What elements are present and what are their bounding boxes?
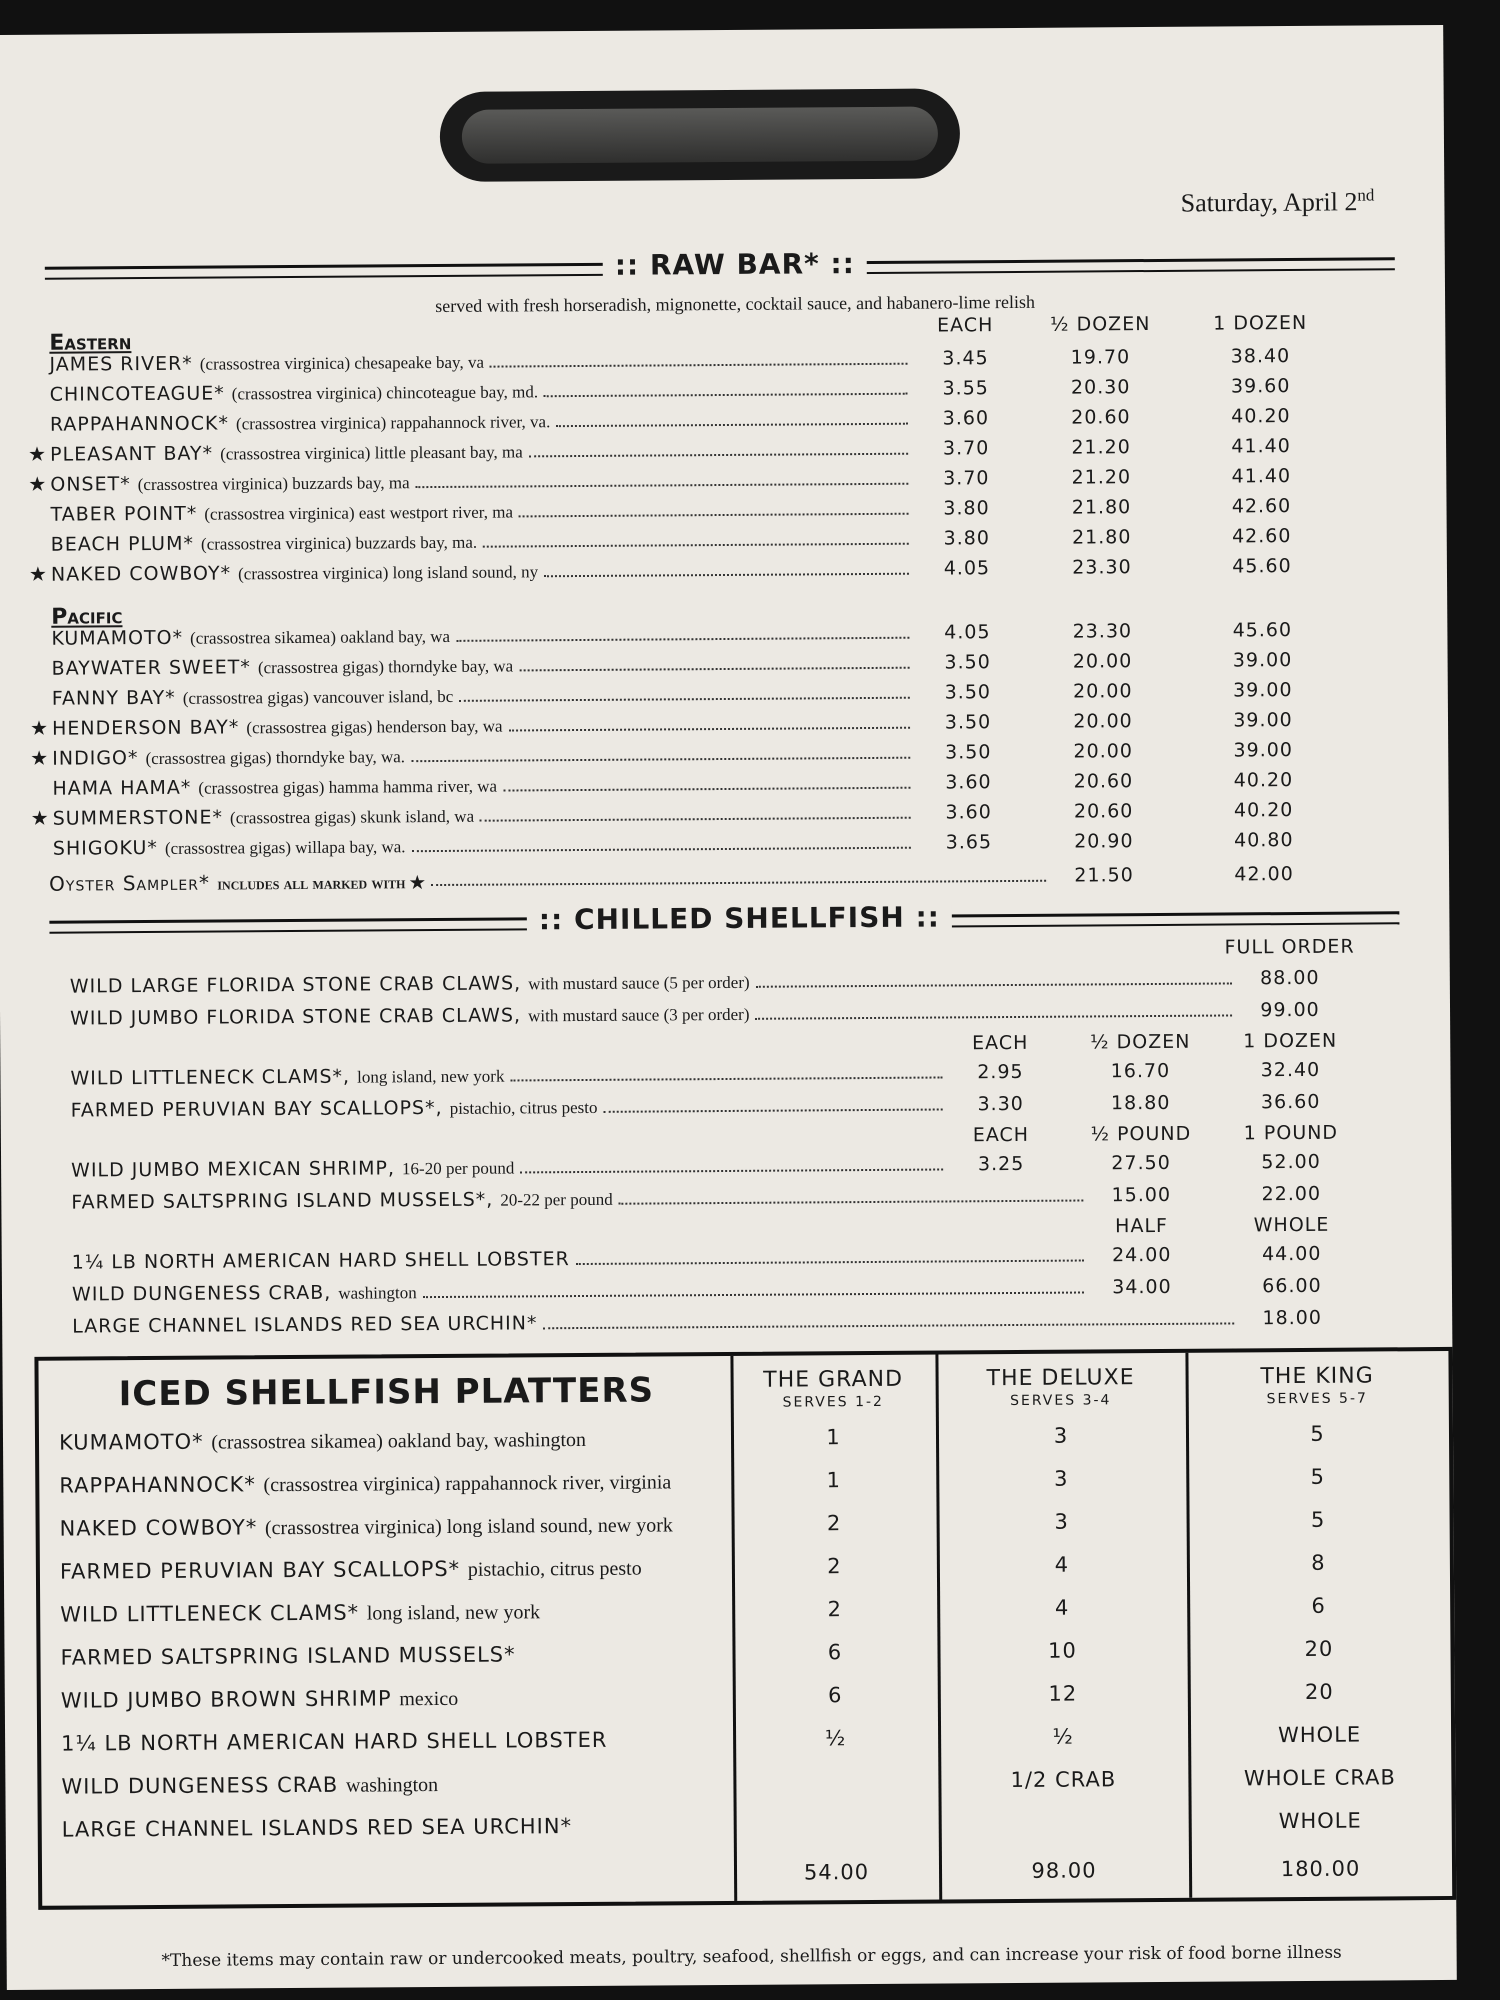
- dotted-leader: [520, 1168, 943, 1173]
- item-price: 4.05: [944, 621, 991, 644]
- column-header: HALF: [1115, 1214, 1169, 1238]
- item-name: [72, 1281, 417, 1305]
- platter-row: [61, 1686, 459, 1714]
- raw-bar-title-text: :: RAW BAR* ::: [603, 247, 867, 282]
- item-price: 20.00: [1072, 650, 1133, 673]
- item-name: [51, 625, 450, 650]
- dotted-leader: [411, 757, 910, 762]
- item-title: FARMED PERUVIAN BAY SCALLOPS*,: [70, 1096, 443, 1122]
- item-description: includes all marked with ★: [217, 873, 425, 894]
- item-name: [50, 500, 513, 525]
- dotted-leader: [755, 1014, 1232, 1019]
- item-title: WILD LARGE FLORIDA STONE CRAB CLAWS,: [69, 972, 522, 998]
- star-icon: ★: [28, 561, 47, 586]
- item-name: [52, 654, 514, 679]
- item-description: pistachio, citrus pesto: [449, 1097, 598, 1118]
- dotted-leader: [520, 667, 910, 672]
- item-title: KUMAMOTO*: [51, 626, 184, 650]
- item-price: 38.40: [1230, 345, 1291, 368]
- item-price: 21.50: [1074, 864, 1134, 887]
- platter-item-name: WILD DUNGENESS CRAB: [61, 1772, 339, 1799]
- dotted-leader: [576, 1260, 1084, 1266]
- item-title: RAPPAHANNOCK*: [49, 412, 230, 436]
- dotted-leader: [412, 847, 911, 852]
- item-description: (crassostrea gigas) willapa bay, wa.: [164, 837, 406, 858]
- dotted-leader: [509, 727, 910, 732]
- item-name: [52, 745, 405, 769]
- column-header: EACH: [972, 1123, 1030, 1147]
- item-price: 44.00: [1261, 1242, 1322, 1266]
- platter-quantity: 5: [1310, 1464, 1326, 1489]
- platter-quantity: 1: [826, 1468, 842, 1493]
- dotted-leader: [529, 453, 908, 458]
- item-title: NAKED COWBOY*: [50, 562, 232, 586]
- platter-quantity: 8: [1311, 1550, 1326, 1575]
- column-header: ½ POUND: [1090, 1122, 1192, 1146]
- platter-serves: SERVES 5-7: [1266, 1390, 1368, 1408]
- platter-item-name: LARGE CHANNEL ISLANDS RED SEA URCHIN*: [61, 1814, 573, 1842]
- item-description: 20-22 per pound: [500, 1189, 613, 1210]
- platter-quantity: 3: [1054, 1509, 1069, 1534]
- platter-quantity: WHOLE: [1277, 1722, 1362, 1748]
- item-price: 41.40: [1231, 465, 1292, 488]
- item-description: washington: [338, 1283, 417, 1303]
- platter-item-description: mexico: [399, 1687, 459, 1711]
- platter-row: [59, 1427, 586, 1456]
- dotted-leader: [556, 423, 908, 427]
- column-header: ½ DOZEN: [1050, 313, 1151, 336]
- item-price: 20.60: [1073, 770, 1134, 793]
- platter-quantity: 1/2 CRAB: [1010, 1767, 1117, 1793]
- dotted-leader: [604, 1108, 943, 1112]
- item-price: 32.40: [1260, 1058, 1321, 1082]
- platter-item-name: KUMAMOTO*: [58, 1429, 204, 1455]
- item-title: BAYWATER SWEET*: [51, 656, 251, 680]
- item-price: 42.60: [1231, 495, 1292, 518]
- item-title: PLEASANT BAY*: [50, 442, 214, 466]
- item-title: WILD LITTLENECK CLAMS*,: [70, 1065, 351, 1090]
- item-price: 3.60: [945, 771, 992, 794]
- platter-quantity: WHOLE CRAB: [1243, 1765, 1396, 1791]
- item-name: [71, 1188, 612, 1214]
- column-header: ½ DOZEN: [1090, 1030, 1191, 1054]
- clipboard-clip: [440, 88, 961, 182]
- item-price: 36.60: [1260, 1090, 1321, 1114]
- item-price: 45.60: [1232, 555, 1292, 578]
- star-icon: ★: [30, 745, 49, 770]
- item-price: 42.60: [1231, 525, 1292, 548]
- platter-header: [731, 1367, 936, 1411]
- platter-row: [60, 1512, 673, 1541]
- item-price: 20.90: [1074, 830, 1134, 853]
- platter-quantity: 10: [1048, 1638, 1077, 1663]
- platter-header: [1186, 1363, 1449, 1408]
- dotted-leader: [544, 393, 908, 398]
- item-name: [51, 531, 478, 556]
- item-price: 3.55: [942, 377, 989, 400]
- dotted-leader: [544, 573, 909, 578]
- platter-quantity: 2: [827, 1554, 842, 1579]
- item-price: 39.60: [1230, 375, 1291, 398]
- platter-item-description: (crassostrea virginica) rappahannock river, virginia: [263, 1471, 672, 1497]
- item-price: 3.30: [977, 1092, 1024, 1116]
- item-name: [53, 805, 475, 830]
- item-name: [49, 351, 484, 376]
- platter-quantity: 20: [1304, 1679, 1334, 1704]
- platter-quantity: 5: [1310, 1421, 1325, 1446]
- item-title: SUMMERSTONE*: [52, 806, 224, 830]
- item-price: 22.00: [1261, 1182, 1322, 1206]
- item-price: 3.80: [943, 527, 990, 550]
- platter-quantity: ½: [1052, 1724, 1074, 1749]
- platter-item-name: 1¼ LB NORTH AMERICAN HARD SHELL LOBSTER: [61, 1727, 608, 1756]
- item-price: 39.00: [1232, 649, 1293, 672]
- item-name: [70, 1065, 504, 1090]
- item-description: (crassostrea virginica) chincoteague bay, md.: [231, 382, 539, 404]
- star-icon: ★: [30, 805, 49, 830]
- item-price: 88.00: [1260, 966, 1320, 990]
- platter-row: [61, 1772, 438, 1800]
- platters-title: ICED SHELLFISH PLATTERS: [118, 1370, 655, 1415]
- group-name: Eastern: [49, 330, 132, 356]
- item-price: 4.05: [943, 557, 991, 580]
- dotted-leader: [490, 363, 908, 368]
- dotted-leader: [503, 787, 910, 792]
- platter-row: [61, 1728, 607, 1756]
- platter-quantity: 12: [1048, 1681, 1078, 1706]
- item-name: [70, 971, 750, 998]
- item-description: 16-20 per pound: [401, 1158, 515, 1179]
- item-name: [70, 1003, 750, 1030]
- menu-paper: [0, 25, 1457, 1990]
- item-title: WILD DUNGENESS CRAB,: [71, 1281, 332, 1306]
- item-price: 20.00: [1073, 680, 1133, 703]
- platter-row: [60, 1599, 540, 1627]
- item-price: 15.00: [1111, 1183, 1172, 1207]
- platter-quantity: 5: [1310, 1507, 1326, 1532]
- item-description: (crassostrea virginica) long island sound, ny: [238, 562, 539, 584]
- platter-item-description: long island, new york: [366, 1601, 541, 1625]
- platter-item-name: FARMED PERUVIAN BAY SCALLOPS*: [59, 1556, 461, 1584]
- item-description: (crassostrea virginica) buzzards bay, ma.: [200, 532, 478, 554]
- platter-row: [62, 1814, 572, 1842]
- item-description: with mustard sauce (3 per order): [528, 1004, 750, 1026]
- dotted-leader: [423, 1292, 1084, 1299]
- allergy-footnote: *These items may contain raw or undercooked meats, poultry, seafood, shellfish or eggs, and can increase your risk of food borne illness: [161, 1942, 1342, 1971]
- platter-quantity: 3: [1054, 1466, 1069, 1491]
- item-description: (crassostrea virginica) east westport river, ma: [204, 502, 514, 524]
- dotted-leader: [510, 1076, 942, 1081]
- item-price: 99.00: [1260, 998, 1320, 1022]
- oyster-sampler-row: [39, 859, 1439, 899]
- item-price: 52.00: [1261, 1150, 1321, 1174]
- dotted-leader: [431, 880, 1046, 886]
- platter-name: THE GRAND: [763, 1366, 904, 1393]
- item-price: 24.00: [1111, 1243, 1172, 1267]
- star-icon: ★: [29, 715, 49, 740]
- platter-serves: SERVES 1-2: [782, 1393, 884, 1411]
- platter-header: [936, 1365, 1186, 1410]
- item-description: (crassostrea gigas) hamma hamma river, wa: [198, 776, 498, 798]
- item-price: 16.70: [1110, 1059, 1171, 1083]
- item-title: SHIGOKU*: [52, 836, 158, 860]
- dotted-leader: [543, 1322, 1234, 1329]
- item-title: INDIGO*: [52, 747, 139, 770]
- column-header: 1 DOZEN: [1213, 311, 1308, 335]
- item-description: (crassostrea gigas) skunk island, wa: [229, 806, 475, 828]
- platter-item-name: WILD LITTLENECK CLAMS*: [60, 1600, 360, 1627]
- item-price: 18.80: [1110, 1091, 1171, 1115]
- item-price: 34.00: [1112, 1275, 1172, 1299]
- item-name: [72, 1248, 570, 1273]
- item-description: (crassostrea gigas) thorndyke bay, wa.: [145, 747, 406, 769]
- dotted-leader: [483, 543, 909, 548]
- item-price: 20.60: [1071, 406, 1131, 429]
- chilled-shellfish-title-text: :: CHILLED SHELLFISH ::: [527, 900, 952, 936]
- full-order-header: FULL ORDER: [1224, 935, 1355, 959]
- item-title: WILD JUMBO MEXICAN SHRIMP,: [71, 1157, 396, 1182]
- item-title: 1¼ LB NORTH AMERICAN HARD SHELL LOBSTER: [71, 1248, 570, 1274]
- item-name: [51, 560, 538, 585]
- platter-quantity: 2: [826, 1511, 842, 1536]
- platter-item-description: pistachio, citrus pesto: [467, 1557, 642, 1581]
- platter-name: THE KING: [1260, 1363, 1374, 1390]
- platter-quantity: 4: [1054, 1552, 1070, 1577]
- platter-quantity: 4: [1054, 1595, 1070, 1620]
- item-title: JAMES RIVER*: [49, 352, 193, 376]
- item-description: (crassostrea virginica) rappahannock river, va.: [235, 412, 551, 434]
- item-price: 41.40: [1231, 435, 1291, 458]
- item-price: 21.20: [1071, 436, 1131, 459]
- raw-bar-title: [35, 243, 1435, 289]
- item-price: 20.60: [1073, 800, 1134, 823]
- item-price: 40.20: [1233, 769, 1294, 792]
- item-price: 3.50: [944, 681, 992, 704]
- item-description: (crassostrea gigas) thorndyke bay, wa: [257, 656, 514, 678]
- item-description: long island, new york: [357, 1066, 505, 1087]
- item-price: 21.80: [1071, 526, 1132, 549]
- item-name: [49, 869, 425, 896]
- platter-item-description: washington: [345, 1774, 439, 1797]
- item-name: [52, 775, 497, 800]
- platter-price: 180.00: [1280, 1856, 1361, 1882]
- item-name: [72, 1312, 537, 1337]
- item-title: FARMED SALTSPRING ISLAND MUSSELS*,: [71, 1188, 494, 1214]
- item-price: 66.00: [1262, 1274, 1322, 1298]
- item-name: [50, 471, 409, 496]
- item-description: (crassostrea virginica) chesapeake bay, va: [199, 352, 485, 374]
- item-description: (crassostrea gigas) henderson bay, wa: [246, 716, 503, 738]
- platter-row: [59, 1469, 671, 1498]
- dotted-leader: [480, 817, 911, 822]
- item-price: 20.00: [1073, 710, 1133, 733]
- item-price: 20.30: [1070, 376, 1131, 399]
- item-title: LARGE CHANNEL ISLANDS RED SEA URCHIN*: [72, 1312, 538, 1338]
- item-title: TABER POINT*: [50, 502, 198, 526]
- iced-shellfish-platters-table: [34, 1347, 1456, 1910]
- item-price: 23.30: [1072, 620, 1133, 643]
- platter-item-name: NAKED COWBOY*: [59, 1515, 258, 1541]
- item-price: 3.80: [943, 497, 990, 520]
- item-price: 45.60: [1232, 619, 1293, 642]
- item-title: Oyster Sampler*: [49, 870, 211, 896]
- item-price: 21.20: [1071, 466, 1132, 489]
- column-header: EACH: [937, 314, 994, 337]
- item-price: 40.80: [1234, 829, 1294, 852]
- item-price: 3.50: [944, 651, 991, 674]
- item-price: 40.20: [1233, 799, 1294, 822]
- column-header: 1 DOZEN: [1243, 1029, 1338, 1053]
- dotted-leader: [415, 483, 908, 488]
- platter-row: [60, 1642, 515, 1669]
- item-name: [71, 1156, 514, 1181]
- platter-row: [60, 1556, 642, 1585]
- item-price: 3.25: [977, 1152, 1025, 1176]
- column-header: EACH: [972, 1031, 1029, 1055]
- item-name: [50, 380, 539, 405]
- dotted-leader: [756, 982, 1232, 987]
- item-price: 42.00: [1234, 863, 1294, 886]
- platter-price: 54.00: [803, 1860, 870, 1885]
- platter-quantity: 6: [1311, 1593, 1326, 1618]
- item-title: FANNY BAY*: [51, 686, 176, 710]
- dotted-leader: [519, 513, 909, 518]
- item-price: 40.20: [1231, 405, 1291, 428]
- item-price: 3.70: [942, 437, 990, 460]
- item-name: [52, 685, 454, 710]
- dotted-leader: [459, 697, 910, 702]
- platter-price: 98.00: [1031, 1858, 1097, 1883]
- dotted-leader: [456, 637, 909, 642]
- platter-quantity: 2: [827, 1597, 842, 1622]
- item-description: with mustard sauce (5 per order): [528, 972, 750, 994]
- column-header: WHOLE: [1253, 1213, 1330, 1237]
- item-name: [52, 715, 503, 740]
- platter-item-description: (crassostrea sikamea) oakland bay, washington: [211, 1428, 587, 1454]
- item-title: BEACH PLUM*: [50, 532, 195, 556]
- item-price: 3.65: [945, 831, 993, 854]
- item-price: 39.00: [1233, 679, 1293, 702]
- item-price: 39.00: [1233, 709, 1293, 732]
- platter-quantity: WHOLE: [1278, 1808, 1362, 1834]
- item-price: 18.00: [1262, 1306, 1322, 1330]
- item-price: 27.50: [1111, 1151, 1171, 1175]
- platter-quantity: 1: [826, 1425, 841, 1450]
- item-price: 19.70: [1070, 346, 1131, 369]
- item-title: ONSET*: [50, 473, 131, 496]
- item-description: (crassostrea virginica) buzzards bay, ma: [137, 473, 410, 495]
- platter-item-description: (crassostrea virginica) long island sound, new york: [264, 1514, 673, 1540]
- item-price: 3.45: [942, 347, 989, 370]
- item-description: (crassostrea sikamea) oakland bay, wa: [190, 626, 451, 648]
- platter-item-name: FARMED SALTSPRING ISLAND MUSSELS*: [60, 1642, 516, 1670]
- platter-item-name: RAPPAHANNOCK*: [59, 1472, 256, 1498]
- platter-quantity: 6: [828, 1683, 843, 1708]
- dotted-leader: [618, 1200, 1083, 1205]
- item-price: 3.60: [942, 407, 990, 430]
- item-price: 3.50: [944, 741, 992, 764]
- star-icon: ★: [28, 441, 47, 466]
- platter-item-name: WILD JUMBO BROWN SHRIMP: [60, 1686, 392, 1713]
- raw-bar-subtitle: served with fresh horseradish, mignonette, cocktail sauce, and habanero-lime relish: [435, 291, 1036, 317]
- column-header: 1 POUND: [1243, 1121, 1339, 1145]
- platter-serves: SERVES 3-4: [1010, 1392, 1112, 1410]
- item-price: 21.80: [1071, 496, 1132, 519]
- platter-quantity: 3: [1053, 1423, 1069, 1448]
- platter-quantity: 20: [1304, 1636, 1334, 1661]
- item-price: 3.60: [945, 801, 992, 824]
- item-title: HAMA HAMA*: [52, 776, 192, 800]
- item-title: WILD JUMBO FLORIDA STONE CRAB CLAWS,: [69, 1004, 522, 1030]
- item-price: 2.95: [977, 1060, 1024, 1084]
- item-name: [71, 1096, 598, 1122]
- item-price: 23.30: [1072, 556, 1132, 579]
- star-icon: ★: [28, 471, 47, 496]
- item-price: 20.00: [1073, 740, 1134, 763]
- platter-name: THE DELUXE: [986, 1365, 1135, 1392]
- item-name: [50, 410, 551, 435]
- group-name: Pacific: [51, 604, 123, 630]
- item-price: 3.50: [944, 711, 992, 734]
- item-description: (crassostrea gigas) vancouver island, bc: [182, 686, 454, 708]
- item-title: HENDERSON BAY*: [51, 716, 240, 740]
- platter-quantity: 6: [827, 1640, 843, 1665]
- item-title: CHINCOTEAGUE*: [49, 382, 225, 406]
- platter-quantity: ½: [824, 1726, 847, 1751]
- item-price: 39.00: [1233, 739, 1293, 762]
- item-price: 3.70: [943, 467, 990, 490]
- menu-date: Saturday, April 2nd: [1180, 185, 1375, 218]
- item-name: [53, 835, 406, 859]
- item-description: (crassostrea virginica) little pleasant bay, ma: [220, 442, 523, 464]
- item-name: [50, 440, 523, 465]
